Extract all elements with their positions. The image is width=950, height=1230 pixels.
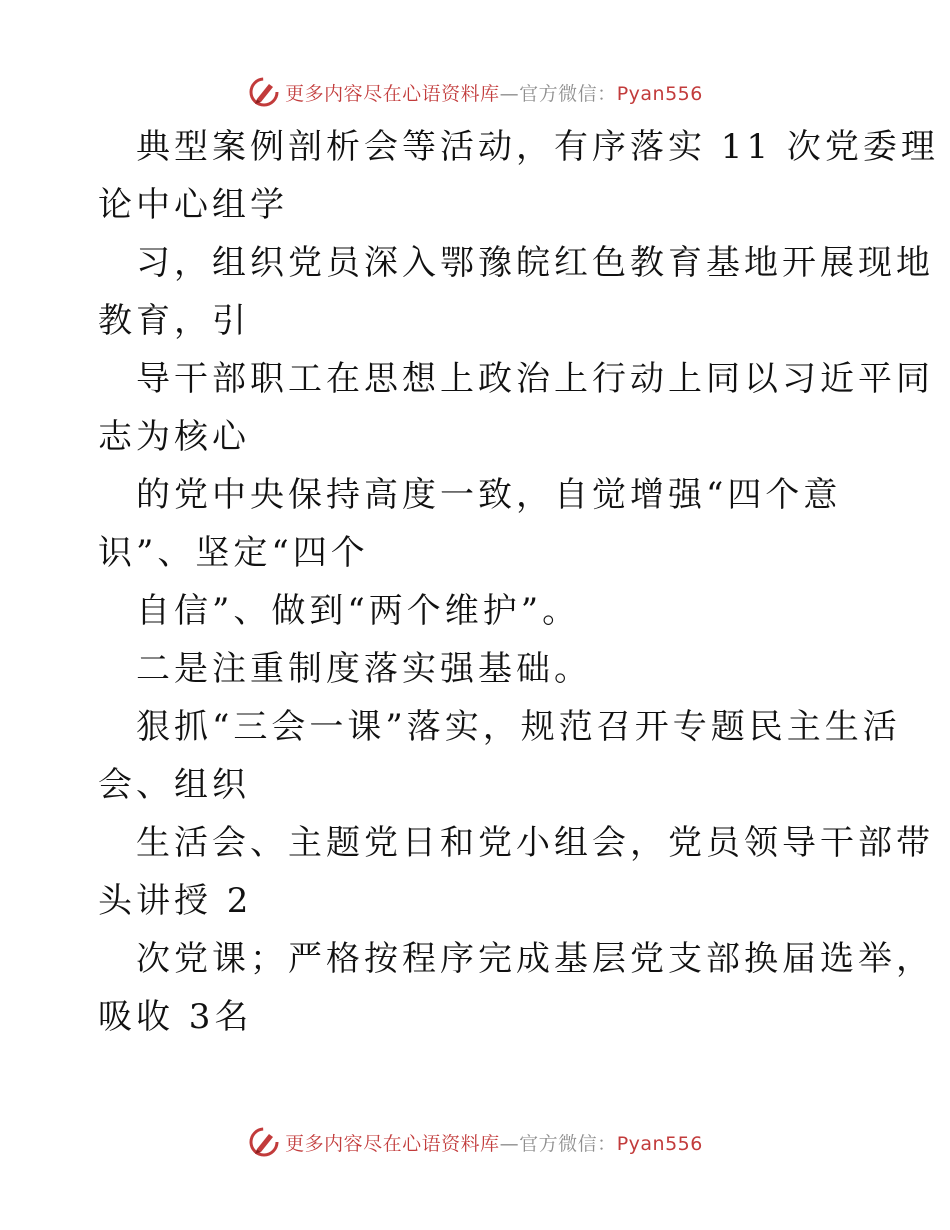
paragraph-line: 教育，引	[98, 301, 250, 341]
header-watermark	[0, 72, 950, 112]
paragraph-line: 识”、坚定“四个	[98, 533, 369, 573]
watermark-wechat-id: Pyan556	[616, 82, 703, 105]
paragraph-line: 自信”、做到“两个维护”。	[136, 591, 581, 631]
pen-nib-icon	[247, 75, 281, 109]
paragraph-line: 论中心组学	[98, 185, 288, 225]
paragraph-line: 吸收 3名	[98, 997, 253, 1037]
paragraph-line: 头讲授 2	[98, 881, 253, 921]
watermark-brand: 更多内容尽在心语资料库	[285, 1132, 500, 1155]
paragraph-line: 次党课；严格按程序完成基层党支部换届选举，	[136, 939, 934, 979]
watermark-text	[285, 1129, 703, 1156]
watermark-brand: 更多内容尽在心语资料库	[285, 82, 500, 105]
paragraph-line: 的党中央保持高度一致，自觉增强“四个意	[136, 475, 842, 515]
footer-watermark	[0, 1122, 950, 1162]
paragraph-line: 生活会、主题党日和党小组会，党员领导干部带	[136, 823, 934, 863]
pen-nib-icon	[247, 1125, 281, 1159]
watermark-official-label: 官方微信：	[519, 82, 617, 105]
paragraph-line: 会、组织	[98, 765, 250, 805]
paragraph-line: 狠抓“三会一课”落实，规范召开专题民主生活	[136, 707, 901, 747]
watermark-text	[285, 79, 703, 106]
watermark-wechat-id: Pyan556	[616, 1132, 703, 1155]
watermark-dash: —	[499, 82, 520, 105]
paragraph-line: 典型案例剖析会等活动，有序落实 11 次党委理	[136, 127, 939, 167]
watermark-official-label: 官方微信：	[519, 1132, 617, 1155]
watermark-dash: —	[499, 1132, 520, 1155]
paragraph-line: 习，组织党员深入鄂豫皖红色教育基地开展现地	[136, 243, 934, 283]
paragraph-line: 导干部职工在思想上政治上行动上同以习近平同	[136, 359, 934, 399]
paragraph-line: 志为核心	[98, 417, 250, 457]
section-heading: 二是注重制度落实强基础。	[136, 649, 592, 689]
